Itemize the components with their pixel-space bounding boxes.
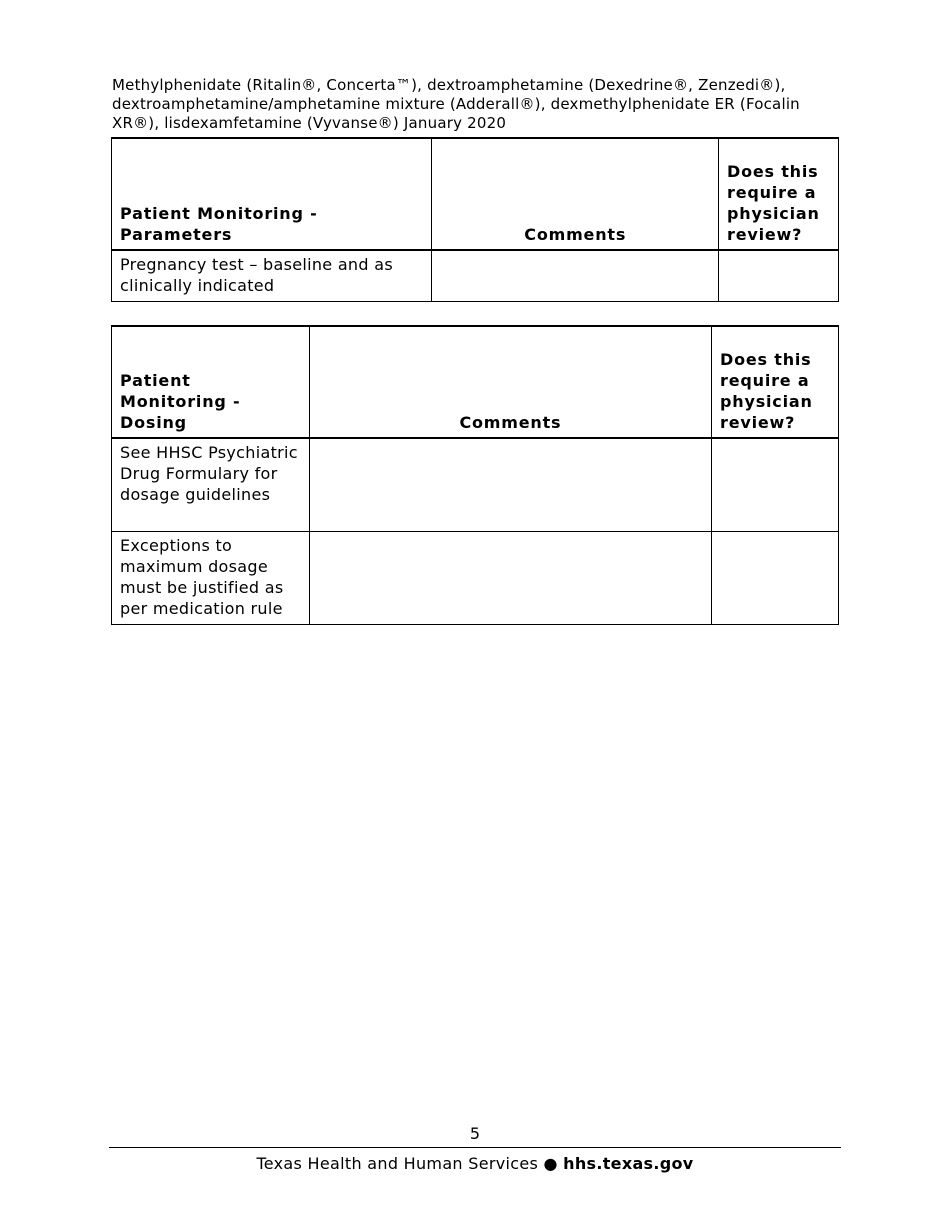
footer-org: Texas Health and Human Services ● — [256, 1154, 564, 1173]
dosing-table — [111, 325, 839, 625]
table-row — [112, 438, 839, 531]
page-footer — [0, 1154, 950, 1173]
comments-header: Comments — [309, 326, 711, 438]
parameter-cell: Pregnancy test – baseline and as clinically indicated — [112, 250, 432, 301]
comments-header: Comments — [432, 138, 719, 250]
comments-cell — [309, 438, 711, 531]
parameters-header: Patient Monitoring - Parameters — [112, 138, 432, 250]
page-number: 5 — [469, 1124, 481, 1143]
table-row — [112, 250, 839, 301]
dosing-cell: Exceptions to maximum dosage must be justified as per medication rule — [112, 531, 310, 624]
physician-review-cell — [712, 531, 839, 624]
document-header: Methylphenidate (Ritalin®, Concerta™), dextroamphetamine (Dexedrine®, Zenzedi®), dextroamphetamine/amphetamine mixture (Adderall®), dexmethylphenidate ER (Focalin XR®), lisdexamfetamine (Vyvanse®) January 2020 — [112, 76, 800, 132]
physician-review-cell — [719, 250, 839, 301]
table-row — [112, 531, 839, 624]
dosing-cell: See HHSC Psychiatric Drug Formulary for dosage guidelines — [112, 438, 310, 531]
footer-divider — [109, 1147, 841, 1148]
physician-review-header: Does this require a physician review? — [712, 326, 839, 438]
parameters-table — [111, 137, 839, 302]
dosing-header: Patient Monitoring - Dosing — [112, 326, 310, 438]
comments-cell — [432, 250, 719, 301]
footer-site: hhs.texas.gov — [563, 1154, 694, 1173]
physician-review-cell — [712, 438, 839, 531]
comments-cell — [309, 531, 711, 624]
physician-review-header: Does this require a physician review? — [719, 138, 839, 250]
